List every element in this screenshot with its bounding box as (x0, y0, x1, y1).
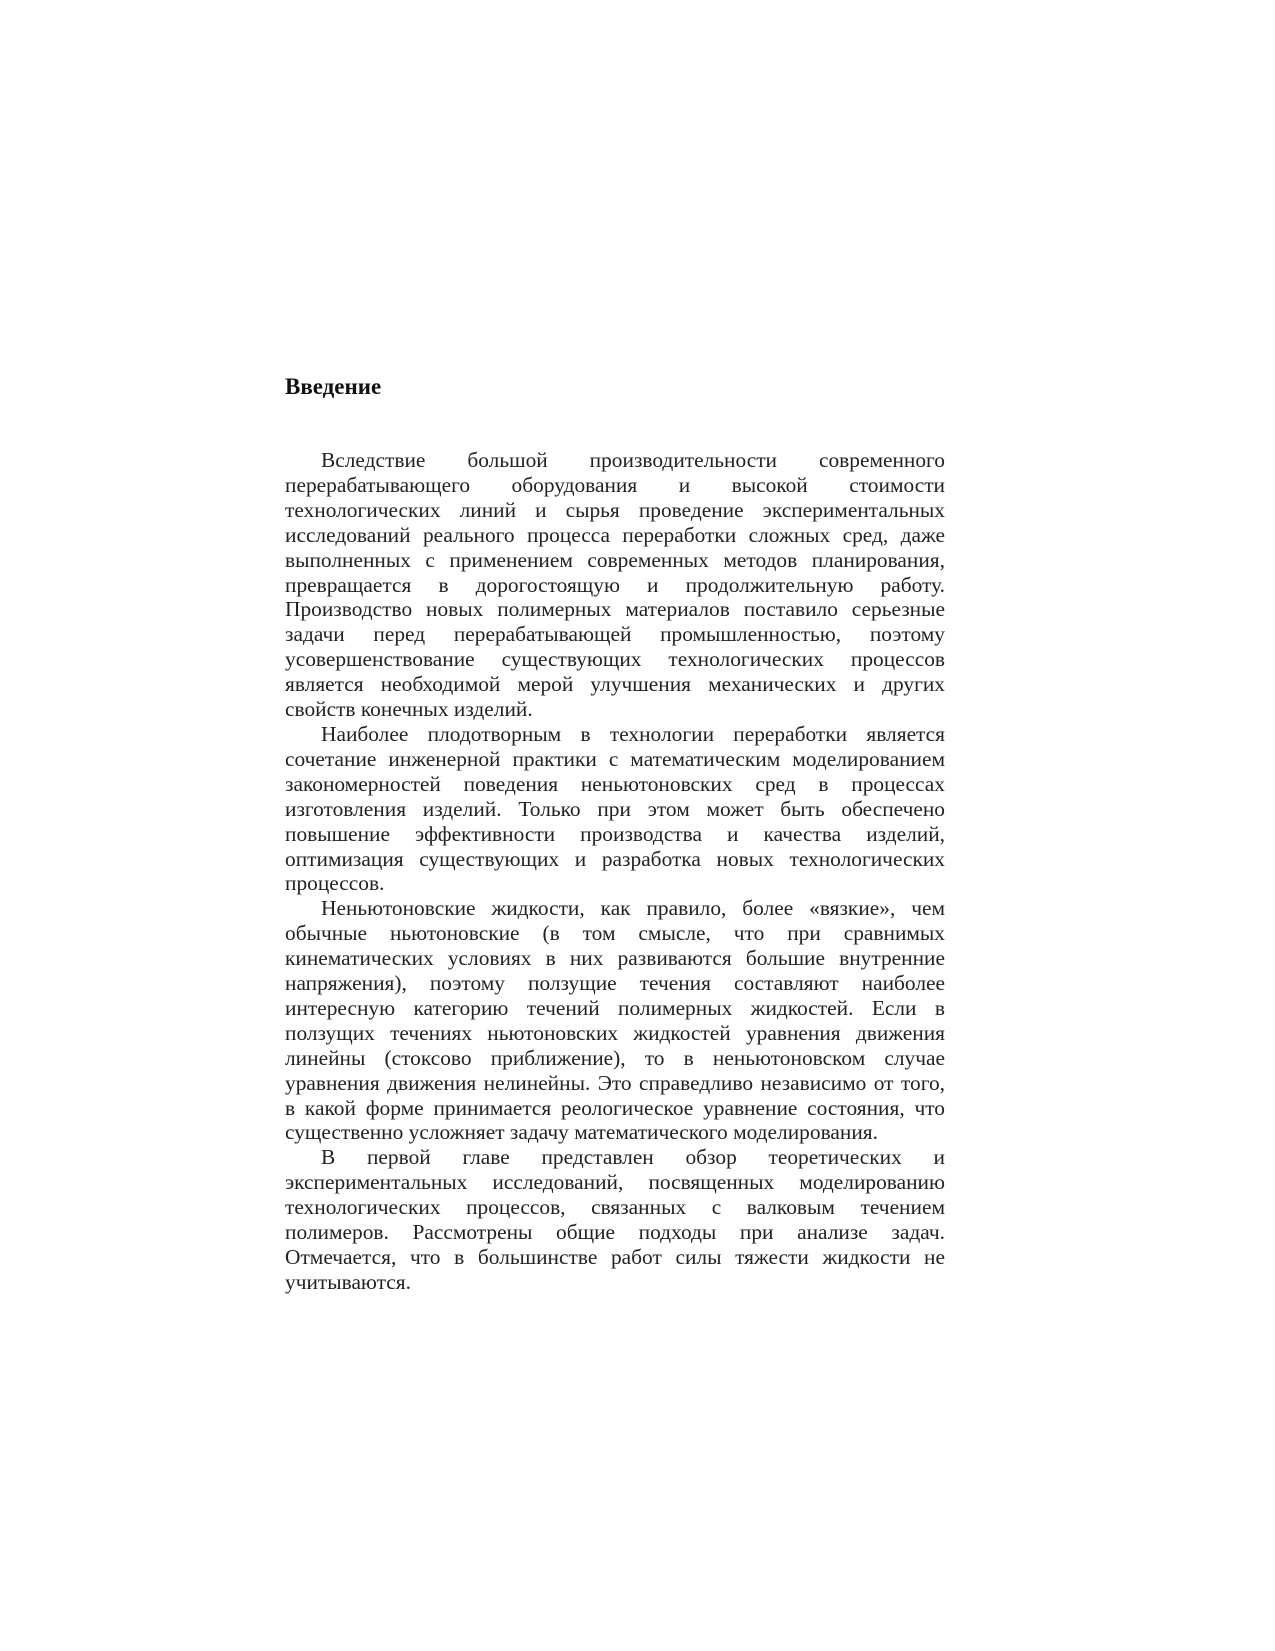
paragraph-1: Вследствие большой производительности современного перерабатывающего оборудования и высокой стоимости технологических линий и сырья проведение экспериментальных исследований реального процесса переработки сложных сред, даже выполненных с применением современных методов планирования, превращается в дорогостоящую и продолжительную работу. Производство новых полимерных материалов поставило серьезные задачи перед перерабатывающей промышленностью, поэтому усовершенствование существующих технологических процессов является необходимой мерой улучшения механических и других свойств конечных изделий. (285, 448, 945, 722)
paragraph-3: Неньютоновские жидкости, как правило, более «вязкие», чем обычные ньютоновские (в том смысле, что при сравнимых кинематических условиях в них развиваются большие внутренние напряжения), поэтому ползущие течения составляют наиболее интересную категорию течений полимерных жидкостей. Если в ползущих течениях ньютоновских жидкостей уравнения движения линейны (стоксово приближение), то в неньютоновском случае уравнения движения нелинейны. Это справедливо независимо от того, в какой форме принимается реологическое уравнение состояния, что существенно усложняет задачу математического моделирования. (285, 896, 945, 1145)
body-text (285, 448, 945, 1295)
chapter-heading: Введение (285, 374, 382, 399)
paragraph-2: Наиболее плодотворным в технологии переработки является сочетание инженерной практики с математическим моделированием закономерностей поведения неньютоновских сред в процессах изготовления изделий. Только при этом может быть обеспечено повышение эффективности производства и качества изделий, оптимизация существующих и разработка новых технологических процессов. (285, 721, 945, 896)
paragraph-4: В первой главе представлен обзор теоретических и экспериментальных исследований, посвященных моделированию технологических процессов, связанных с валковым течением полимеров. Рассмотрены общие подходы при анализе задач. Отмечается, что в большинстве работ силы тяжести жидкости не учитываются. (285, 1145, 945, 1294)
